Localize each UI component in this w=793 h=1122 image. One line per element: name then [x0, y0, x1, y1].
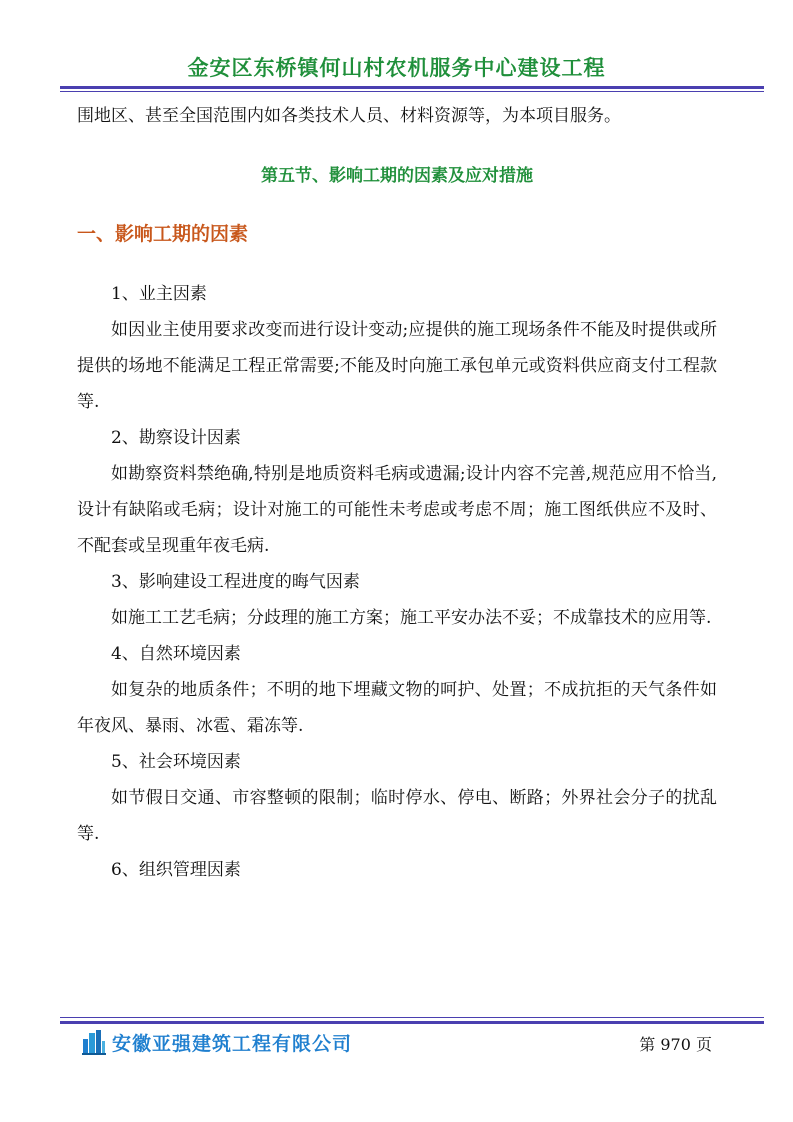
item-heading: 5、社会环境因素: [111, 752, 241, 772]
item-heading: 2、勘察设计因素: [111, 428, 241, 448]
item-heading: 6、组织管理因素: [111, 860, 241, 880]
continuation-paragraph: 围地区、甚至全国范围内如各类技术人员、材料资源等，为本项目服务。: [77, 106, 621, 126]
item-text: 如复杂的地质条件；不明的地下埋藏文物的呵护、处置；不成抗拒的天气条件如年夜风、暴雨、冰雹、霜冻等.: [77, 680, 717, 736]
page-number: 第 970 页: [639, 1035, 712, 1054]
item-heading: 1、业主因素: [111, 284, 207, 304]
item-heading: 3、影响建设工程进度的晦气因素: [111, 572, 360, 592]
item-text: 如勘察资料禁绝确,特别是地质资料毛病或遗漏;设计内容不完善,规范应用不恰当,设计有缺陷或毛病；设计对施工的可能性未考虑或考虑不周；施工图纸供应不及时、不配套或呈现重年夜毛病.: [77, 464, 717, 556]
header-rule-thin: [60, 91, 764, 92]
footer-rule-thick: [60, 1021, 764, 1024]
item-text: 如节假日交通、市容整顿的限制；临时停水、停电、断路；外界社会分子的扰乱等.: [77, 788, 717, 844]
item-heading: 4、自然环境因素: [111, 644, 241, 664]
footer-rule-thin: [60, 1017, 764, 1018]
page-header-title: 金安区东桥镇何山村农机服务中心建设工程: [187, 56, 606, 80]
item-text: 如施工工艺毛病；分歧理的施工方案；施工平安办法不妥；不成靠技术的应用等.: [111, 608, 712, 628]
page-footer: [72, 1027, 722, 1063]
item-text: 如因业主使用要求改变而进行设计变动;应提供的施工现场条件不能及时提供或所提供的场地不能满足工程正常需要;不能及时向施工承包单元或资料供应商支付工程款等.: [77, 320, 717, 412]
document-body: [77, 98, 717, 888]
building-logo-icon: [82, 1029, 106, 1055]
subsection-title: 一、影响工期的因素: [77, 223, 249, 245]
section-title: 第五节、影响工期的因素及应对措施: [261, 166, 533, 186]
company-name: 安徽亚强建筑工程有限公司: [112, 1033, 353, 1055]
header-rule-thick: [60, 86, 764, 89]
